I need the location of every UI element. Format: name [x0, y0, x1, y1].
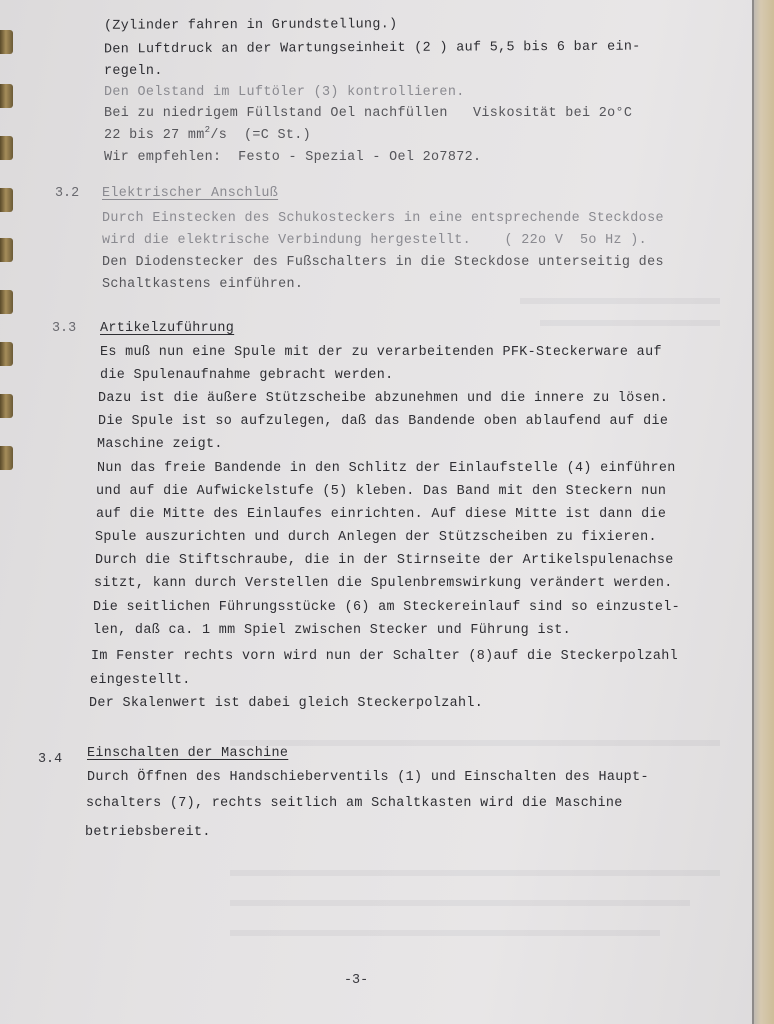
section-3-3-line-6: Nun das freie Bandende in den Schlitz der Einlaufstelle (4) einführen: [97, 461, 676, 476]
intro-line-2: Den Luftdruck an der Wartungseinheit (2 ) auf 5,5 bis 6 bar ein-: [103, 39, 641, 58]
bleed-through: [230, 930, 660, 936]
section-title: Artikelzuführung: [100, 321, 235, 336]
intro-line-5: Bei zu niedrigem Füllstand Oel nachfüllen Viskosität bei 2o°C: [104, 106, 633, 121]
binder-ring: [0, 84, 13, 108]
page-number: -3-: [344, 973, 369, 989]
section-3-4-line-2: schalters (7), rechts seitlich am Schaltkasten wird die Maschine: [86, 796, 623, 811]
section-3-4-line-1: Durch Öffnen des Handschieberventils (1) und Einschalten des Haupt-: [87, 770, 649, 785]
folder-edge: [752, 0, 774, 1024]
section-3-2-line-1: Durch Einstecken des Schukosteckers in eine entsprechende Steckdose: [102, 211, 664, 226]
section-number: 3.3: [52, 321, 77, 336]
section-title: Einschalten der Maschine: [87, 746, 289, 761]
section-3-3-line-11: sitzt, kann durch Verstellen die Spulenbremswirkung verändert werden.: [94, 576, 673, 591]
section-3-3-line-1: Es muß nun eine Spule mit der zu verarbeitenden PFK-Steckerware auf: [100, 345, 662, 360]
section-3-3-line-2: die Spulenaufnahme gebracht werden.: [100, 368, 394, 383]
page-edge-line: [752, 0, 754, 1024]
section-3-3-line-7: und auf die Aufwickelstufe (5) kleben. Das Band mit den Steckern nun: [96, 484, 667, 499]
section-3-3-line-12: Die seitlichen Führungsstücke (6) am Steckereinlauf sind so einzustel-: [93, 600, 680, 615]
section-3-2-line-2: wird die elektrische Verbindung hergestellt. ( 22o V 5o Hz ).: [102, 233, 648, 248]
intro-line-7: Wir empfehlen: Festo - Spezial - Oel 2o7872.: [104, 150, 482, 165]
bleed-through: [230, 870, 720, 876]
section-3-3-line-13: len, daß ca. 1 mm Spiel zwischen Stecker und Führung ist.: [93, 623, 571, 638]
bleed-through: [230, 900, 690, 906]
section-3-3-line-3: Dazu ist die äußere Stützscheibe abzunehmen und die innere zu lösen.: [98, 391, 669, 406]
section-number: 3.4: [38, 752, 63, 767]
section-3-4-line-3: betriebsbereit.: [85, 825, 211, 840]
binder-ring: [0, 30, 13, 54]
section-title: Elektrischer Anschluß: [102, 186, 279, 201]
section-3-2-line-3: Den Diodenstecker des Fußschalters in die Steckdose unterseitig des: [102, 255, 664, 270]
section-3-3-line-10: Durch die Stiftschraube, die in der Stirnseite der Artikelspulenachse: [95, 553, 674, 568]
binder-ring: [0, 290, 13, 314]
bleed-through: [520, 298, 720, 304]
section-3-3-line-8: auf die Mitte des Einlaufes einrichten. Auf diese Mitte ist dann die: [96, 507, 667, 522]
intro-line-3: regeln.: [104, 64, 163, 79]
binder-ring: [0, 394, 13, 418]
binder-ring: [0, 238, 13, 262]
bleed-through: [540, 320, 720, 326]
binder-ring: [0, 136, 13, 160]
binder-ring: [0, 188, 13, 212]
section-3-3-line-16: Der Skalenwert ist dabei gleich Steckerpolzahl.: [89, 696, 484, 711]
section-3-3-line-14: Im Fenster rechts vorn wird nun der Schalter (8)auf die Steckerpolzahl: [91, 649, 678, 664]
intro-line-6: 22 bis 27 $mm^2/s$ (=C St.): [104, 125, 312, 143]
section-3-3-line-15: eingestellt.: [90, 673, 191, 688]
bleed-through: [230, 740, 720, 746]
binder-ring: [0, 446, 13, 470]
section-3-3-line-5: Maschine zeigt.: [97, 437, 223, 452]
intro-line-4: Den Oelstand im Luftöler (3) kontrollieren.: [104, 85, 465, 100]
section-3-2-line-4: Schaltkastens einführen.: [102, 277, 304, 292]
section-3-3-line-4: Die Spule ist so aufzulegen, daß das Bandende oben ablaufend auf die: [98, 414, 669, 429]
intro-line-1: (Zylinder fahren in Grundstellung.): [103, 17, 398, 34]
section-number: 3.2: [55, 186, 80, 201]
binder-ring: [0, 342, 13, 366]
section-3-3-line-9: Spule auszurichten und durch Anlegen der Stützscheiben zu fixieren.: [95, 530, 657, 545]
